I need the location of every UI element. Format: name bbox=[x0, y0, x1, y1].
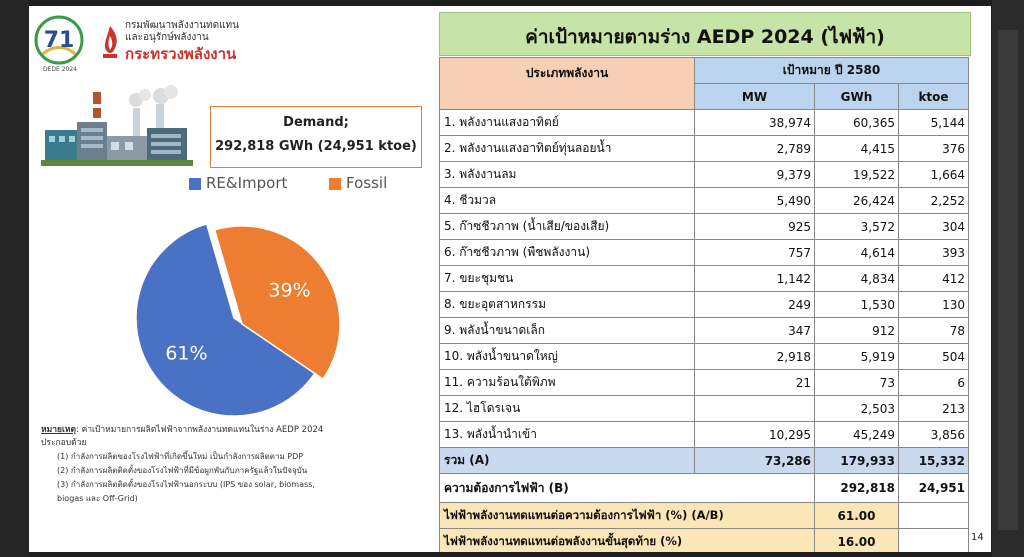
logo-caption: DEDE 2024 bbox=[43, 66, 77, 73]
gwh-cell: 45,249 bbox=[815, 422, 899, 448]
mw-cell: 1,142 bbox=[695, 266, 815, 292]
mw-cell: 2,918 bbox=[695, 344, 815, 370]
gwh-cell: 4,834 bbox=[815, 266, 899, 292]
footnote-title: หมายเหตุ bbox=[41, 425, 76, 435]
table-title-banner bbox=[439, 12, 971, 56]
table-row bbox=[440, 136, 969, 162]
slide bbox=[29, 6, 991, 552]
ministry-name: กระทรวงพลังงาน bbox=[125, 45, 237, 63]
ktoe-cell: 393 bbox=[899, 240, 969, 266]
gwh-cell: 73 bbox=[815, 370, 899, 396]
org-name-line1: กรมพัฒนาพลังงานทดแทน bbox=[125, 20, 239, 31]
gwh-cell: 3,572 bbox=[815, 214, 899, 240]
mw-cell: 9,379 bbox=[695, 162, 815, 188]
factory-illustration bbox=[41, 84, 193, 168]
pie-chart bbox=[124, 218, 354, 428]
energy-type-cell: 1. พลังงานแสงอาทิตย์ bbox=[440, 110, 695, 136]
mw-cell bbox=[695, 396, 815, 422]
ktoe-cell: 504 bbox=[899, 344, 969, 370]
legend-item-re bbox=[189, 174, 287, 192]
background-stripe bbox=[998, 30, 1018, 530]
org-name-line2: และอนุรักษ์พลังงาน bbox=[125, 32, 209, 43]
pie-label-fossil: 39% bbox=[268, 279, 311, 302]
gwh-cell: 60,365 bbox=[815, 110, 899, 136]
ktoe-cell: 2,252 bbox=[899, 188, 969, 214]
ratio1-value: 61.00 bbox=[815, 503, 899, 529]
energy-type-cell: 12. ไฮโดรเจน bbox=[440, 396, 695, 422]
ratio2-value: 16.00 bbox=[815, 529, 899, 553]
legend-label-re: RE&Import bbox=[206, 174, 288, 192]
ktoe-cell: 130 bbox=[899, 292, 969, 318]
mw-cell: 757 bbox=[695, 240, 815, 266]
ratio2-label: ไฟฟ้าพลังงานทดแทนต่อพลังงานขั้นสุดท้าย (%) bbox=[440, 529, 815, 553]
ratio2-empty bbox=[899, 529, 969, 553]
table-row bbox=[440, 396, 969, 422]
table-ratio-row-2 bbox=[440, 529, 969, 553]
pie-label-re: 61% bbox=[165, 342, 208, 365]
energy-type-cell: 4. ชีวมวล bbox=[440, 188, 695, 214]
table-row bbox=[440, 422, 969, 448]
table-title: ค่าเป้าหมายตามร่าง AEDP 2024 (ไฟฟ้า) bbox=[525, 26, 885, 48]
legend-swatch-fossil bbox=[329, 178, 341, 190]
sum-mw: 73,286 bbox=[695, 448, 815, 474]
energy-type-cell: 7. ขยะชุมชน bbox=[440, 266, 695, 292]
energy-type-cell: 9. พลังน้ำขนาดเล็ก bbox=[440, 318, 695, 344]
ktoe-cell: 3,856 bbox=[899, 422, 969, 448]
gwh-cell: 2,503 bbox=[815, 396, 899, 422]
gwh-cell: 26,424 bbox=[815, 188, 899, 214]
gwh-cell: 19,522 bbox=[815, 162, 899, 188]
ktoe-cell: 6 bbox=[899, 370, 969, 396]
table-row bbox=[440, 214, 969, 240]
background-right bbox=[992, 0, 1024, 557]
energy-type-cell: 13. พลังน้ำนำเข้า bbox=[440, 422, 695, 448]
ratio1-empty bbox=[899, 503, 969, 529]
ktoe-cell: 1,664 bbox=[899, 162, 969, 188]
mw-cell: 347 bbox=[695, 318, 815, 344]
legend-item-fossil bbox=[329, 174, 387, 192]
sum-label: รวม (A) bbox=[440, 448, 695, 474]
table-row bbox=[440, 110, 969, 136]
page-number: 14 bbox=[971, 532, 984, 543]
background-left bbox=[0, 0, 29, 557]
ktoe-cell: 412 bbox=[899, 266, 969, 292]
footnote bbox=[41, 424, 431, 506]
table-row bbox=[440, 162, 969, 188]
energy-type-cell: 3. พลังงานลม bbox=[440, 162, 695, 188]
mw-cell: 2,789 bbox=[695, 136, 815, 162]
demand-row-gwh: 292,818 bbox=[815, 474, 899, 503]
footnote-item-2: (2) กำลังการผลิตติดตั้งของโรงไฟฟ้าที่มีข้อผูกพันกับภาครัฐแล้วในปัจจุบัน bbox=[57, 466, 308, 475]
energy-type-cell: 11. ความร้อนใต้พิภพ bbox=[440, 370, 695, 396]
legend-swatch-re bbox=[189, 178, 201, 190]
energy-type-cell: 8. ขยะอุตสาหกรรม bbox=[440, 292, 695, 318]
table-row bbox=[440, 292, 969, 318]
logo-number: 71 bbox=[43, 28, 75, 53]
demand-box bbox=[210, 106, 422, 168]
energy-type-cell: 6. ก๊าซชีวภาพ (พืชพลังงาน) bbox=[440, 240, 695, 266]
demand-value: 292,818 GWh (24,951 ktoe) bbox=[215, 139, 417, 154]
legend-label-fossil: Fossil bbox=[346, 174, 388, 192]
table-row bbox=[440, 318, 969, 344]
demand-row-label: ความต้องการไฟฟ้า (B) bbox=[440, 474, 815, 503]
mw-cell: 21 bbox=[695, 370, 815, 396]
mw-cell: 925 bbox=[695, 214, 815, 240]
footnote-intro bbox=[41, 424, 431, 437]
table-row bbox=[440, 344, 969, 370]
sum-ktoe: 15,332 bbox=[899, 448, 969, 474]
ratio1-label: ไฟฟ้าพลังงานทดแทนต่อความต้องการไฟฟ้า (%) (A/B) bbox=[440, 503, 815, 529]
footnote-line2: ประกอบด้วย bbox=[41, 438, 87, 448]
table-ratio-row-1 bbox=[440, 503, 969, 529]
footnote-line1: : ค่าเป้าหมายการผลิตไฟฟ้าจากพลังงานทดแทนในร่าง AEDP 2024 bbox=[76, 425, 324, 435]
gwh-cell: 5,919 bbox=[815, 344, 899, 370]
dede-71-logo bbox=[33, 14, 85, 66]
ktoe-cell: 5,144 bbox=[899, 110, 969, 136]
footnote-item-3-cont: biogas และ Off-Grid) bbox=[57, 494, 138, 503]
table-row bbox=[440, 266, 969, 292]
table-row bbox=[440, 188, 969, 214]
ktoe-cell: 78 bbox=[899, 318, 969, 344]
mw-cell: 249 bbox=[695, 292, 815, 318]
demand-label: Demand; bbox=[283, 115, 349, 130]
table-row bbox=[440, 370, 969, 396]
footnote-item-1: (1) กำลังการผลิตของโรงไฟฟ้าที่เกิดขึ้นใหม่ เป็นกำลังการผลิตตาม PDP bbox=[57, 452, 304, 461]
footnote-item-3: (3) กำลังการผลิตติดตั้งของโรงไฟฟ้านอกระบบ (IPS ของ solar, biomass, bbox=[57, 480, 315, 489]
sum-gwh: 179,933 bbox=[815, 448, 899, 474]
header-target-year: เป้าหมาย ปี 2580 bbox=[695, 58, 969, 84]
mw-cell: 38,974 bbox=[695, 110, 815, 136]
energy-type-cell: 10. พลังน้ำขนาดใหญ่ bbox=[440, 344, 695, 370]
ministry-flame-logo bbox=[99, 24, 121, 60]
ktoe-cell: 213 bbox=[899, 396, 969, 422]
unit-ktoe: ktoe bbox=[899, 84, 969, 110]
gwh-cell: 4,614 bbox=[815, 240, 899, 266]
target-table bbox=[439, 57, 969, 552]
mw-cell: 5,490 bbox=[695, 188, 815, 214]
mw-cell: 10,295 bbox=[695, 422, 815, 448]
unit-mw: MW bbox=[695, 84, 815, 110]
header-energy-type: ประเภทพลังงาน bbox=[440, 58, 695, 110]
table-header-row bbox=[440, 58, 969, 84]
gwh-cell: 1,530 bbox=[815, 292, 899, 318]
gwh-cell: 4,415 bbox=[815, 136, 899, 162]
gwh-cell: 912 bbox=[815, 318, 899, 344]
table-sum-row bbox=[440, 448, 969, 474]
unit-gwh: GWh bbox=[815, 84, 899, 110]
table-row bbox=[440, 240, 969, 266]
table-demand-row bbox=[440, 474, 969, 503]
ktoe-cell: 376 bbox=[899, 136, 969, 162]
energy-type-cell: 2. พลังงานแสงอาทิตย์ทุ่นลอยน้ำ bbox=[440, 136, 695, 162]
ktoe-cell: 304 bbox=[899, 214, 969, 240]
energy-type-cell: 5. ก๊าซชีวภาพ (น้ำเสีย/ของเสีย) bbox=[440, 214, 695, 240]
demand-row-ktoe: 24,951 bbox=[899, 474, 969, 503]
